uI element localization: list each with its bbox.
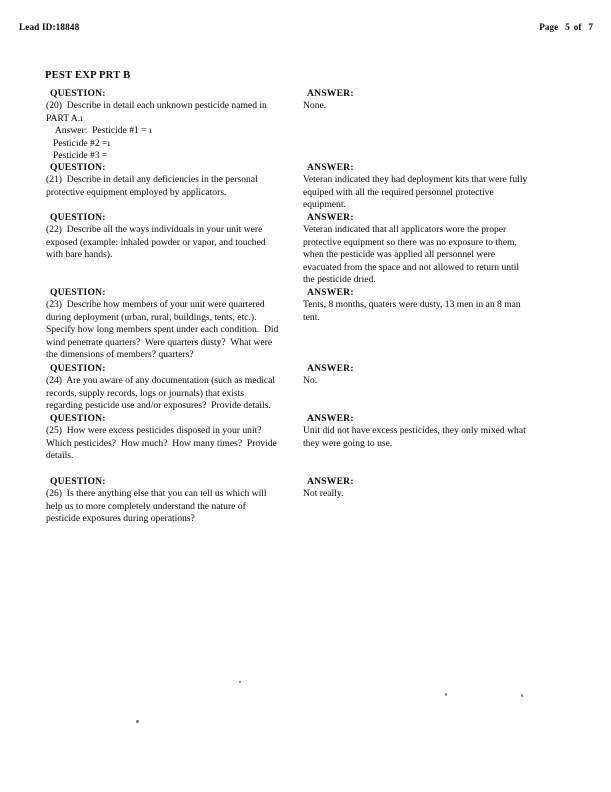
answer-label: ANSWER: (307, 476, 354, 487)
lead-id-text: Lead ID:18848 (19, 22, 80, 32)
answer-text-line: they were going to use. (303, 437, 393, 449)
question-text-line: (26) Is there anything else that you can tell us which will (46, 488, 267, 500)
answer-text-line: Unit did not have excess pesticides, they only mixed what (303, 425, 526, 437)
answer-text-line: Tents, 8 months, quaters were dusty, 13 men in an 8 man (303, 299, 521, 311)
answer-block (303, 162, 588, 212)
question-block (46, 476, 298, 526)
question-text-line: wind penetrate quarters? Were quarters dusty? What were (46, 336, 273, 348)
question-text-line: exposed (example: inhaled powder or vapor, and touched (46, 236, 266, 248)
question-block (46, 88, 298, 162)
page-current: 5 (565, 22, 570, 32)
answer-text-line: equiped with all the required personnel protective (303, 186, 494, 198)
page-header (0, 22, 611, 38)
question-label: QUESTION: (50, 476, 106, 487)
answer-label: ANSWER: (307, 413, 354, 424)
question-label: QUESTION: (50, 212, 106, 223)
question-label: QUESTION: (50, 162, 106, 173)
question-answer-fill-line: Answer: Pesticide #1 = ı (53, 125, 152, 137)
answer-text-line: None. (303, 100, 327, 112)
question-label: QUESTION: (50, 287, 106, 298)
question-text-line: details. (46, 450, 74, 462)
question-text-line: pesticide exposures during operations? (46, 513, 195, 525)
question-text-line: (25) How were excess pesticides disposed in your unit? (46, 425, 262, 437)
question-block (46, 162, 298, 199)
question-text-line: Specify how long members spent under each condition. Did (46, 324, 279, 336)
answer-block (303, 287, 588, 324)
page-total: 7 (588, 22, 593, 32)
answer-label: ANSWER: (307, 363, 354, 374)
answer-block (303, 212, 588, 286)
form-section-title: PEST EXP PRT B (45, 70, 131, 81)
answer-block (303, 363, 588, 388)
question-block (46, 212, 298, 262)
question-text-line: during deployment (urban, rural, buildings, tents, etc.). (46, 311, 257, 323)
answer-block (303, 413, 588, 450)
answer-label: ANSWER: (307, 212, 354, 223)
question-text-line: records, supply records, logs or journals) that exists (46, 387, 244, 399)
question-text-line: with bare hands). (46, 249, 113, 261)
page-word: Page (539, 22, 559, 32)
question-text-line: protective equipment employed by applicators. (46, 186, 227, 198)
page-of-word: of (573, 22, 582, 32)
answer-text-line: tent. (303, 311, 320, 323)
answer-text-line: Veteran indicated that all applicators wore the proper (303, 224, 507, 236)
answer-text-line: Veteran indicated they had deployment kits that were fully (303, 174, 528, 186)
qa-body (0, 88, 611, 525)
question-answer-fill-line: Pesticide #3 = (53, 150, 108, 162)
question-text-line: Which pesticides? How much? How many times? Provide (46, 437, 277, 449)
question-label: QUESTION: (50, 413, 106, 424)
question-label: QUESTION: (50, 88, 106, 99)
answer-text-line: evacuated from the space and not allowed to return until (303, 261, 520, 273)
page-number-text (539, 22, 593, 32)
question-block (46, 287, 298, 361)
answer-text-line: the pesticide dried. (303, 274, 376, 286)
scan-speck (136, 720, 139, 723)
answer-text-line: when the pesticide was applied all personnel were (303, 249, 496, 261)
scan-speck (445, 693, 447, 696)
answer-block (303, 476, 588, 501)
question-text-line: (23) Describe how members of your unit were quartered (46, 299, 265, 311)
answer-label: ANSWER: (307, 287, 354, 298)
answer-label: ANSWER: (307, 88, 354, 99)
scan-speck (239, 681, 241, 683)
question-text-line: (22) Describe all the ways individuals in your unit were (46, 224, 263, 236)
question-text-line: PART A.ı (46, 112, 83, 124)
answer-text-line: protective equipment so there was no exposure to them, (303, 236, 517, 248)
answer-text-line: Not really. (303, 488, 344, 500)
question-text-line: (20) Describe in detail each unknown pesticide named in (46, 100, 267, 112)
question-answer-fill-line: Pesticide #2 =ı (53, 137, 111, 149)
question-text-line: (21) Describe in detail any deficiencies in the personal (46, 174, 258, 186)
answer-text-line: equipment. (303, 199, 346, 211)
scan-speck (521, 694, 523, 697)
question-label: QUESTION: (50, 363, 106, 374)
answer-text-line: No. (303, 375, 318, 387)
question-text-line: help us to more completely understand the nature of (46, 500, 246, 512)
question-block (46, 413, 298, 463)
question-text-line: the dimensions of members? quarters? (46, 349, 194, 361)
question-text-line: regarding pesticide use and/or exposures? Provide details. (46, 400, 271, 412)
answer-label: ANSWER: (307, 162, 354, 173)
question-text-line: (24) Are you aware of any documentation (such as medical (46, 375, 276, 387)
question-block (46, 363, 298, 413)
